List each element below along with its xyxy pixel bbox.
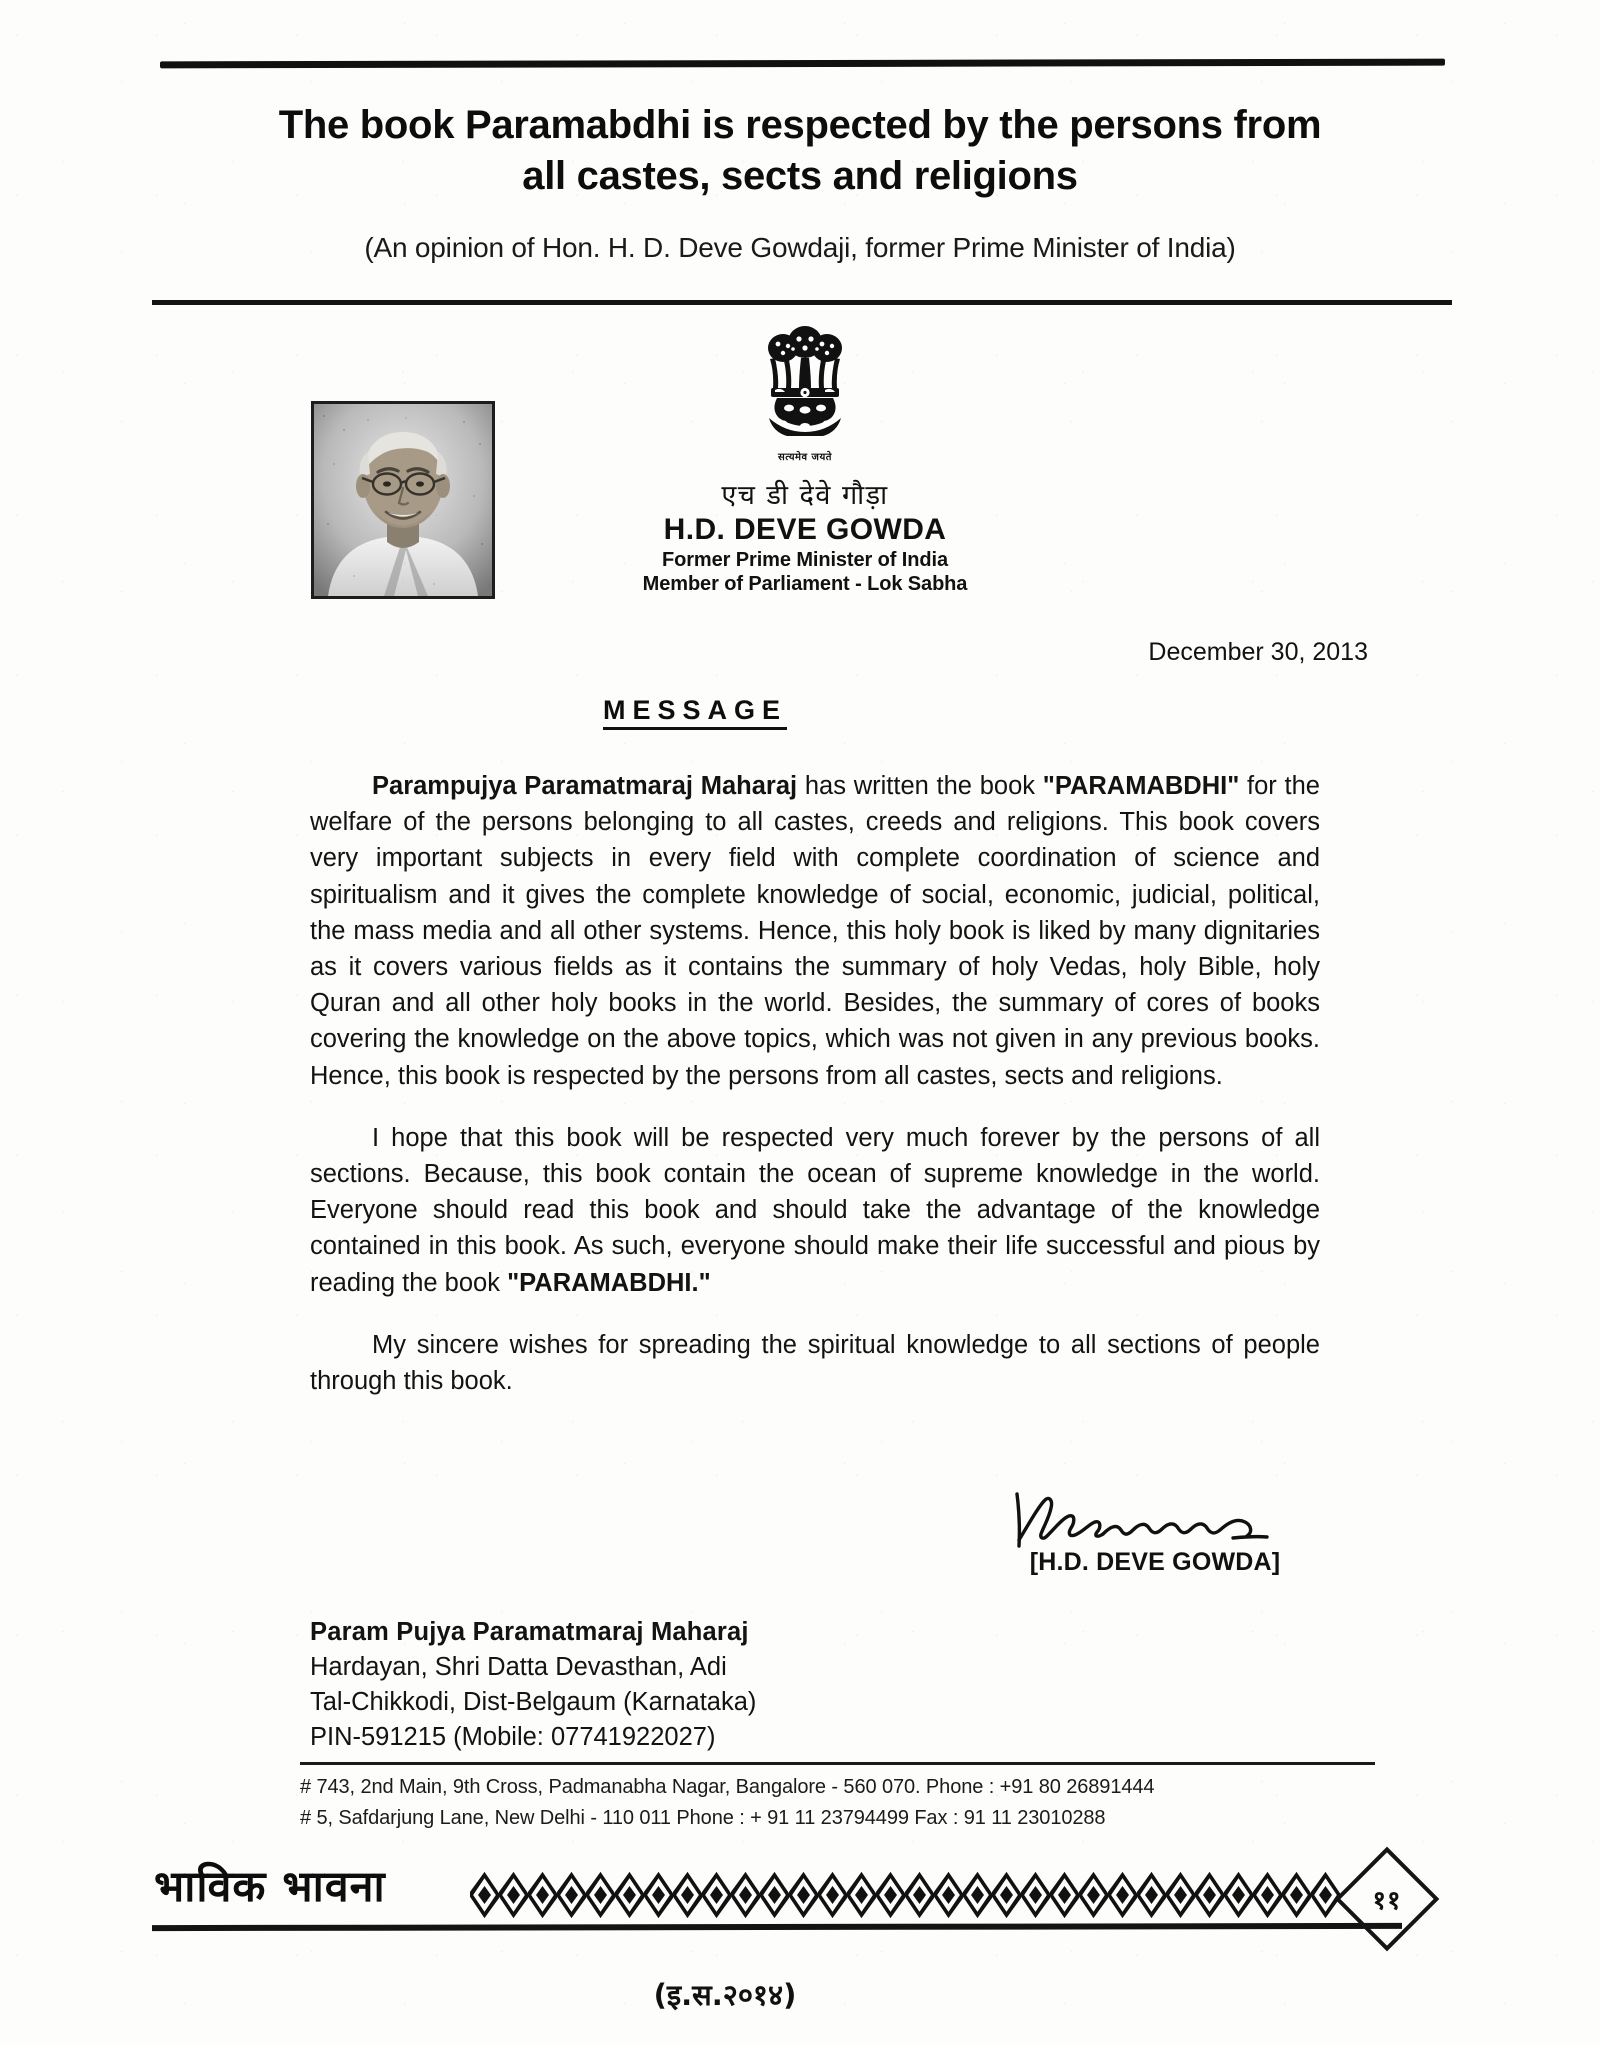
- letter-date: December 30, 2013: [1148, 638, 1368, 666]
- bold-book-title-1: "PARAMABDHI": [1042, 772, 1240, 800]
- portrait-photo: [311, 401, 495, 599]
- body-paragraph-1: [310, 768, 1320, 1094]
- para1-text-a: has written the book: [797, 772, 1043, 800]
- bold-book-title-2: "PARAMABDHI.": [507, 1268, 711, 1297]
- letterhead-name-block: [545, 480, 1065, 597]
- footer-contact-block: [300, 1772, 1390, 1834]
- para2-text: I hope that this book will be respected very much forever by the persons of all sections. Because, this book contain the ocean of supreme knowledge in the world. Everyone should read this book and should take the advantage of the knowledge contained in this book. As such, everyone should make their life successful and pious by reading the book: [310, 1123, 1320, 1297]
- message-heading-text: MESSAGE: [603, 695, 787, 730]
- headline-line-2: all castes, sects and religions: [522, 154, 1078, 199]
- emblem-motto-text: सत्यमेव जयते: [778, 452, 832, 463]
- contact-line-delhi: # 5, Safdarjung Lane, New Delhi - 110 011 Phone : + 91 11 23794499 Fax : 91 11 23010288: [300, 1807, 1106, 1829]
- message-heading: [150, 695, 1240, 726]
- page-subtitle: (An opinion of Hon. H. D. Deve Gowdaji, former Prime Minister of India): [364, 232, 1236, 263]
- body-paragraph-3: My sincere wishes for spreading the spiritual knowledge to all sections of people through this book.: [310, 1330, 1320, 1396]
- recipient-address-block: [310, 1615, 756, 1755]
- role-line-1: Former Prime Minister of India: [662, 549, 948, 572]
- state-emblem: [740, 322, 870, 472]
- decorative-diamond-pattern: [470, 1872, 1340, 1918]
- recipient-line-4: PIN-591215 (Mobile: 07741922027): [310, 1722, 716, 1751]
- page-number: ११: [1372, 1886, 1402, 1916]
- name-hindi: एच डी देवे गौड़ा: [721, 480, 889, 511]
- page-title: [150, 100, 1450, 202]
- banner-title-marathi: भाविक भावना: [154, 1862, 386, 1912]
- footer-rule-divider: [300, 1762, 1375, 1765]
- recipient-line-2: Hardayan, Shri Datta Devasthan, Adi: [310, 1652, 727, 1681]
- role-line-2: Member of Parliament - Lok Sabha: [642, 573, 968, 596]
- publication-year: (इ.स.२०१४): [653, 1978, 797, 2012]
- header-rule-divider: [152, 300, 1452, 305]
- contact-line-bangalore: # 743, 2nd Main, 9th Cross, Padmanabha Nagar, Bangalore - 560 070. Phone : +91 80 26891444: [300, 1776, 1155, 1798]
- signatory-name: [H.D. DEVE GOWDA]: [1029, 1548, 1281, 1576]
- name-english: H.D. DEVE GOWDA: [663, 513, 947, 547]
- signature-mark: [1005, 1490, 1305, 1552]
- banner-rule-divider: [152, 1923, 1402, 1931]
- letter-body: [310, 768, 1320, 1399]
- bold-lead-name: Parampujya Paramatmaraj Maharaj: [372, 772, 798, 800]
- headline-line-1: The book Paramabdhi is respected by the persons from: [278, 103, 1322, 147]
- top-rule-divider: [160, 59, 1445, 69]
- signature-block: [990, 1490, 1320, 1577]
- recipient-line-3: Tal-Chikkodi, Dist-Belgaum (Karnataka): [310, 1687, 757, 1716]
- recipient-name: Param Pujya Paramatmaraj Maharaj: [310, 1618, 749, 1646]
- para1-text-b: for the welfare of the persons belonging to all castes, creeds and religions. This book covers very important subjects in every field with complete coordination of science and spiritualism and it gives the complete knowledge of social, economic, judicial, political, the mass media and all other systems. Hence, this holy book is liked by many dignitaries as it covers various fields as it contains the summary of holy Vedas, holy Bible, holy Quran and all other holy books in the world. Besides, the summary of cores of books covering the knowledge on the above topics, which was not given in any previous books. Hence, this book is respected by the persons from all castes, sects and religions.: [310, 772, 1320, 1090]
- body-paragraph-2: [310, 1120, 1320, 1301]
- bottom-banner: [150, 1864, 1460, 1946]
